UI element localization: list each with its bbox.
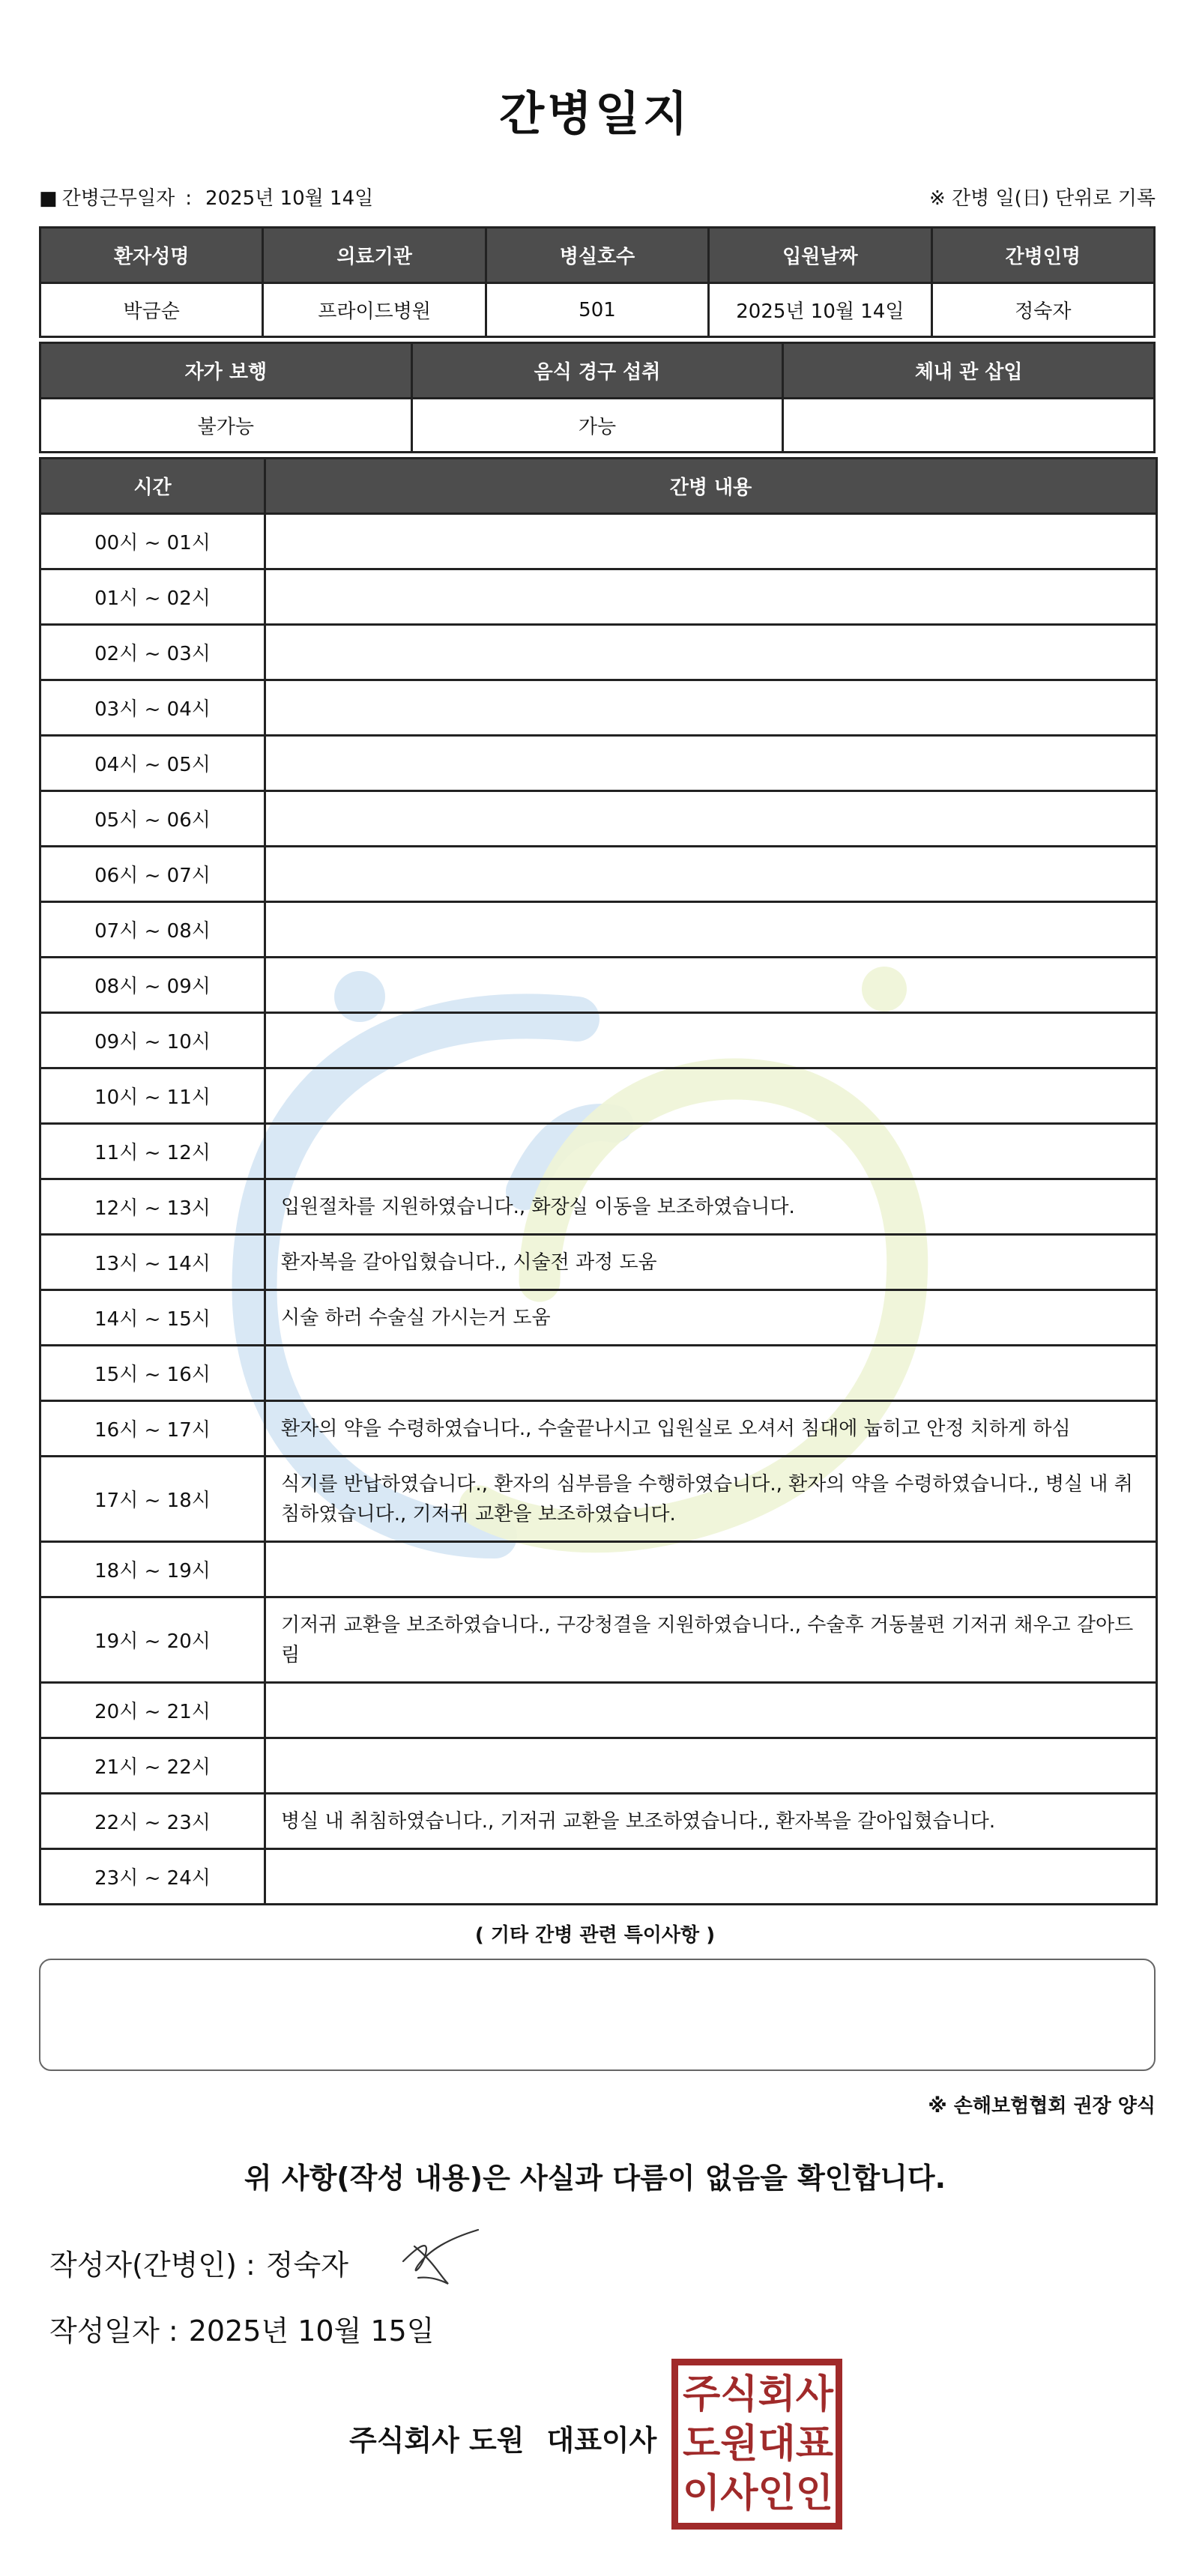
time-cell: 09시 ~ 10시 <box>40 1013 265 1068</box>
seal-char: 도 <box>683 2421 721 2467</box>
time-cell: 20시 ~ 21시 <box>40 1683 265 1738</box>
notes-box <box>39 1959 1156 2071</box>
header-care-content: 간병 내용 <box>265 459 1157 514</box>
seal-char: 대 <box>758 2421 796 2467</box>
content-cell <box>265 1738 1157 1794</box>
square-bullet-icon: ■ <box>39 187 58 210</box>
time-cell: 13시 ~ 14시 <box>40 1235 265 1290</box>
table-header-row <box>40 343 1155 399</box>
writer-label: 작성자(간병인) : <box>49 2249 256 2282</box>
table-row <box>40 1457 1157 1542</box>
content-cell <box>265 1683 1157 1738</box>
table-row <box>40 1597 1157 1683</box>
table-row <box>40 680 1157 736</box>
table-row <box>40 1683 1157 1738</box>
content-cell <box>265 1849 1157 1905</box>
content-cell <box>265 847 1157 902</box>
confirmation-statement: 위 사항(작성 내용)은 사실과 다름이 없음을 확인합니다. <box>244 2162 946 2195</box>
seal-char: 인 <box>758 2470 796 2516</box>
date-line <box>49 2308 434 2349</box>
table-row <box>40 399 1155 453</box>
content-cell: 환자의 약을 수령하였습니다., 수술끝나시고 입원실로 오셔서 침대에 눕히고 안정 치하게 하심 <box>265 1401 1157 1457</box>
date-label: 작성일자 : <box>49 2315 178 2347</box>
colon: : <box>185 187 193 210</box>
page-title: 간병일지 <box>499 86 691 141</box>
content-cell <box>265 791 1157 847</box>
seal-char: 주 <box>683 2371 721 2417</box>
admission-date: 2025년 10월 14일 <box>709 283 931 337</box>
header-patient-name: 환자성명 <box>40 228 263 283</box>
room-number: 501 <box>486 283 708 337</box>
date-value: 2025년 10월 15일 <box>188 2315 435 2347</box>
time-cell: 00시 ~ 01시 <box>40 514 265 569</box>
content-cell <box>265 1068 1157 1124</box>
company-name: 주식회사 도원 <box>349 2424 525 2457</box>
content-cell <box>265 1013 1157 1068</box>
table-row <box>40 1124 1157 1179</box>
time-cell: 10시 ~ 11시 <box>40 1068 265 1124</box>
time-cell: 18시 ~ 19시 <box>40 1542 265 1597</box>
content-cell <box>265 1346 1157 1401</box>
time-cell: 12시 ~ 13시 <box>40 1179 265 1235</box>
content-cell <box>265 958 1157 1013</box>
time-cell: 23시 ~ 24시 <box>40 1849 265 1905</box>
table-header-row <box>40 228 1155 283</box>
meta-row <box>39 183 1156 213</box>
header-tube-insertion: 체내 관 삽입 <box>783 343 1155 399</box>
tube-insertion-value <box>783 399 1155 453</box>
time-cell: 15시 ~ 16시 <box>40 1346 265 1401</box>
time-cell: 06시 ~ 07시 <box>40 847 265 902</box>
time-cell: 17시 ~ 18시 <box>40 1457 265 1542</box>
time-cell: 03시 ~ 04시 <box>40 680 265 736</box>
header-admission-date: 입원날짜 <box>709 228 931 283</box>
content-cell <box>265 1124 1157 1179</box>
time-cell: 04시 ~ 05시 <box>40 736 265 791</box>
seal-char: 표 <box>795 2421 833 2467</box>
writer-line <box>49 2242 348 2283</box>
care-log-table <box>39 457 1158 1905</box>
time-cell: 14시 ~ 15시 <box>40 1290 265 1346</box>
time-cell: 01시 ~ 02시 <box>40 569 265 625</box>
self-walking-value: 불가능 <box>40 399 412 453</box>
seal-char: 회 <box>758 2371 796 2417</box>
table-row <box>40 902 1157 958</box>
time-cell: 08시 ~ 09시 <box>40 958 265 1013</box>
table-row <box>40 514 1157 569</box>
content-cell: 기저귀 교환을 보조하였습니다., 구강청결을 지원하였습니다., 수술후 거동불편 기저귀 채우고 갈아드림 <box>265 1597 1157 1683</box>
work-date-label: 간병근무일자 <box>61 187 175 210</box>
time-cell: 02시 ~ 03시 <box>40 625 265 680</box>
writer-value: 정숙자 <box>265 2249 348 2282</box>
header-oral-intake: 음식 경구 섭취 <box>411 343 783 399</box>
table-header-row <box>40 459 1157 514</box>
table-row <box>40 1068 1157 1124</box>
form-note: ※ 손해보험협회 권장 양식 <box>928 2095 1156 2117</box>
table-row <box>40 958 1157 1013</box>
table-row <box>40 1794 1157 1849</box>
content-cell <box>265 625 1157 680</box>
content-cell: 입원절차를 지원하였습니다., 화장실 이동을 보조하였습니다. <box>265 1179 1157 1235</box>
table-row <box>40 1179 1157 1235</box>
seal-char: 인 <box>795 2470 833 2516</box>
content-cell <box>265 736 1157 791</box>
time-cell: 11시 ~ 12시 <box>40 1124 265 1179</box>
work-date-value: 2025년 10월 14일 <box>205 187 374 210</box>
header-room: 병실호수 <box>486 228 708 283</box>
content-cell: 환자복을 갈아입혔습니다., 시술전 과정 도움 <box>265 1235 1157 1290</box>
content-cell <box>265 1542 1157 1597</box>
unit-note: ※ 간병 일(日) 단위로 기록 <box>928 187 1156 210</box>
content-cell <box>265 902 1157 958</box>
content-cell <box>265 514 1157 569</box>
table-row <box>40 569 1157 625</box>
company-seal <box>671 2359 842 2530</box>
time-cell: 19시 ~ 20시 <box>40 1597 265 1683</box>
company-line <box>349 2417 656 2458</box>
patient-name: 박금순 <box>40 283 263 337</box>
content-cell: 병실 내 취침하였습니다., 기저귀 교환을 보조하였습니다., 환자복을 갈아입혔습니다. <box>265 1794 1157 1849</box>
time-cell: 07시 ~ 08시 <box>40 902 265 958</box>
header-caregiver: 간병인명 <box>931 228 1154 283</box>
content-cell <box>265 680 1157 736</box>
seal-char: 사 <box>795 2371 833 2417</box>
content-cell: 식기를 반납하였습니다., 환자의 심부름을 수행하였습니다., 환자의 약을 수령하였습니다., 병실 내 취침하였습니다., 기저귀 교환을 보조하였습니다. <box>265 1457 1157 1542</box>
seal-char: 사 <box>720 2470 758 2516</box>
table-row <box>40 791 1157 847</box>
table-row <box>40 625 1157 680</box>
header-hospital: 의료기관 <box>263 228 486 283</box>
work-date <box>39 183 373 211</box>
table-row <box>40 1542 1157 1597</box>
oral-intake-value: 가능 <box>411 399 783 453</box>
table-row <box>40 847 1157 902</box>
table-row <box>40 1401 1157 1457</box>
content-cell: 시술 하러 수술실 가시는거 도움 <box>265 1290 1157 1346</box>
caregiver-name: 정숙자 <box>931 283 1154 337</box>
time-cell: 21시 ~ 22시 <box>40 1738 265 1794</box>
header-time: 시간 <box>40 459 265 514</box>
table-row <box>40 1738 1157 1794</box>
table-row <box>40 736 1157 791</box>
table-row <box>40 1013 1157 1068</box>
time-cell: 05시 ~ 06시 <box>40 791 265 847</box>
table-row <box>40 1290 1157 1346</box>
patient-info-table <box>39 226 1156 338</box>
care-status-table <box>39 342 1156 453</box>
table-row <box>40 1235 1157 1290</box>
seal-char: 식 <box>720 2371 758 2417</box>
header-self-walking: 자가 보행 <box>40 343 412 399</box>
table-row <box>40 1346 1157 1401</box>
seal-char: 원 <box>720 2421 758 2467</box>
time-cell: 16시 ~ 17시 <box>40 1401 265 1457</box>
table-row <box>40 1849 1157 1905</box>
notes-heading: ( 기타 간병 관련 특이사항 ) <box>474 1924 716 1947</box>
time-cell: 22시 ~ 23시 <box>40 1794 265 1849</box>
seal-char: 이 <box>683 2470 721 2516</box>
table-row <box>40 283 1155 337</box>
content-cell <box>265 569 1157 625</box>
hospital: 프라이드병원 <box>263 283 486 337</box>
company-rep: 대표이사 <box>546 2424 657 2457</box>
signature-icon <box>396 2224 483 2291</box>
